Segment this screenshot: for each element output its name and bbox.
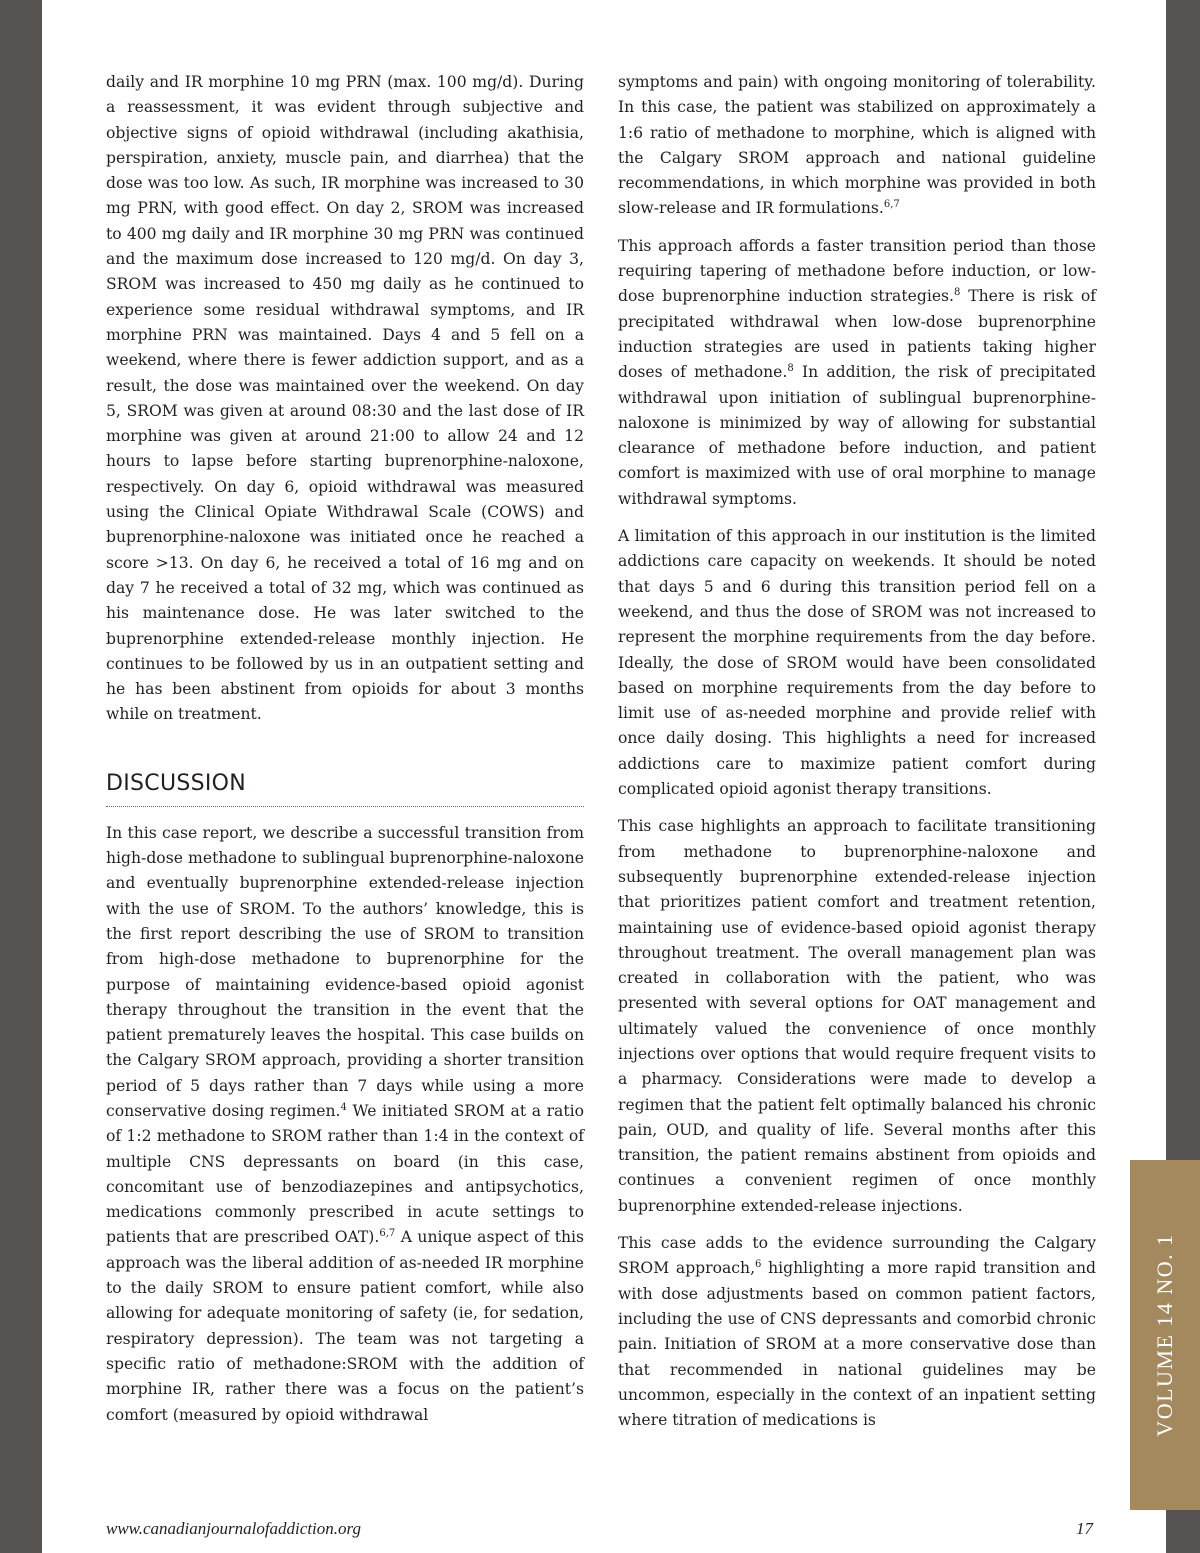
body-paragraph: A limitation of this approach in our institution is the limited addictions care capacity on weekends. It should be noted that days 5 and 6 during this transition period fell on a weekend, and thus the dose of SROM was not increased to represent the morphine requirements from the day before. Ideally, the dose of SROM would have been consolidated based on morphine requirements from the day before to limit use of as-needed morphine and provide relief with once daily dosing. This highlights a need for increased addictions care to maximize patient comfort during complicated opioid agonist therapy transitions. [618,527,1096,799]
body-paragraph [618,70,1096,222]
reference-superscript: 6,7 [883,199,900,211]
left-column [106,70,584,1440]
text-run: In addition, the risk of precipitated withdrawal upon initiation of sublingual buprenorphine-naloxone is minimized by way of allowing for substantial clearance of methadone before induction, and patient comfort is maximized with use of oral morphine to manage withdrawal symptoms. [618,363,1096,508]
text-run: symptoms and pain) with ongoing monitoring of tolerability. In this case, the patient was stabilized on approximately a 1:6 ratio of methadone to morphine, which is aligned with the Calgary SROM approach and national guideline recommendations, in which morphine was provided in both slow-release and IR formulations. [618,73,1096,218]
body-paragraph: This case highlights an approach to facilitate transitioning from methadone to buprenorphine-naloxone and subsequently buprenorphine extended-release injection that prioritizes patient comfort and treatment retention, maintaining use of evidence-based opioid agonist therapy throughout treatment. The overall management plan was created in collaboration with the patient, who was presented with several options for OAT management and ultimately valued the convenience of once monthly injections over options that would require frequent visits to a pharmacy. Considerations were made to develop a regimen that the patient felt optimally balanced his chronic pain, OUD, and quality of life. Several months after this transition, the patient remains abstinent from opioids and continues a convenient regimen of once monthly buprenorphine extended-release injections. [618,817,1096,1215]
text-run: In this case report, we describe a successful transition from high-dose methadone to sublingual buprenorphine-naloxone and eventually buprenorphine extended-release injection with the use of SROM. To the authors’ knowledge, this is the first report describing the use of SROM to transition from high-dose methadone to buprenorphine for the purpose of maintaining evidence-based opioid agonist therapy throughout the transition in the event that the patient prematurely leaves the hospital. This case builds on the Calgary SROM approach, providing a shorter transition period of 5 days rather than 7 days while using a more conservative dosing regimen. [106,823,584,1120]
text-run: This approach affords a faster transition period than those requiring tapering of methadone before induction, or low-dose buprenorphine induction strategies. [618,236,1096,306]
text-run: This case adds to the evidence surrounding the Calgary SROM approach, [618,1234,1096,1278]
reference-superscript: 6 [755,1259,762,1271]
reference-superscript: 6,7 [379,1228,396,1240]
volume-label: VOLUME 14 NO. 1 [1152,1233,1177,1437]
text-run: highlighting a more rapid transition and with dose adjustments based on common patient factors, including the use of CNS depressants and comorbid chronic pain. Initiation of SROM at a more conservative dose than that recommended in national guidelines may be uncommon, especially in the context of an inpatient setting where titration of medications is [618,1259,1096,1430]
body-paragraph [618,234,1096,512]
right-column [618,70,1096,1445]
journal-website-link[interactable]: www.canadianjournalofaddiction.org [106,1519,362,1538]
text-run: There is risk of precipitated withdrawal when low-dose buprenorphine induction strategies are used in patients taking higher doses of methadone. [618,287,1096,382]
reference-superscript: 8 [787,363,794,375]
body-paragraph [106,821,584,1428]
text-run: A unique aspect of this approach was the liberal addition of as-needed IR morphine to the daily SROM to ensure patient comfort, while also allowing for adequate monitoring of safety (ie, for sedation, respiratory depression). The team was not targeting a specific ratio of methadone:SROM with the addition of morphine IR, rather there was a focus on the patient’s comfort (measured by opioid withdrawal [106,1228,585,1424]
body-paragraph: daily and IR morphine 10 mg PRN (max. 100 mg/d). During a reassessment, it was evident through subjective and objective signs of opioid withdrawal (including akathisia, perspiration, anxiety, muscle pain, and diarrhea) that the dose was too low. As such, IR morphine was increased to 30 mg PRN, with good effect. On day 2, SROM was increased to 400 mg daily and IR morphine 30 mg PRN was continued and the maximum dose increased to 120 mg/d. On day 3, SROM was increased to 450 mg daily as he continued to experience some residual withdrawal symptoms, and IR morphine PRN was maintained. Days 4 and 5 fell on a weekend, where there is fewer addiction support, and as a result, the dose was maintained over the weekend. On day 5, SROM was given at around 08:30 and the last dose of IR morphine was given at around 21:00 to allow 24 and 12 hours to lapse before starting buprenorphine-naloxone, respectively. On day 6, opioid withdrawal was measured using the Clinical Opiate Withdrawal Scale (COWS) and buprenorphine-naloxone was initiated once he reached a score >13. On day 6, he received a total of 16 mg and on day 7 he received a total of 32 mg, which was continued as his maintenance dose. He was later switched to the buprenorphine extended-release monthly injection. He continues to be followed by us in an outpatient setting and he has been abstinent from opioids for about 3 months while on treatment. [106,73,584,724]
body-paragraph [618,1231,1096,1433]
left-margin-bar [0,0,42,1553]
reference-superscript: 4 [340,1101,347,1113]
reference-superscript: 8 [954,287,961,299]
page-number: 17 [1076,1519,1093,1538]
section-heading-discussion: DISCUSSION [106,770,247,796]
text-run: We initiated SROM at a ratio of 1:2 methadone to SROM rather than 1:4 in the context of multiple CNS depressants on board (in this case, concomitant use of benzodiazepines and antipsychotics, medications commonly prescribed in acute settings to patients that are prescribed OAT). [106,1101,584,1247]
heading-dotted-rule [106,806,584,807]
